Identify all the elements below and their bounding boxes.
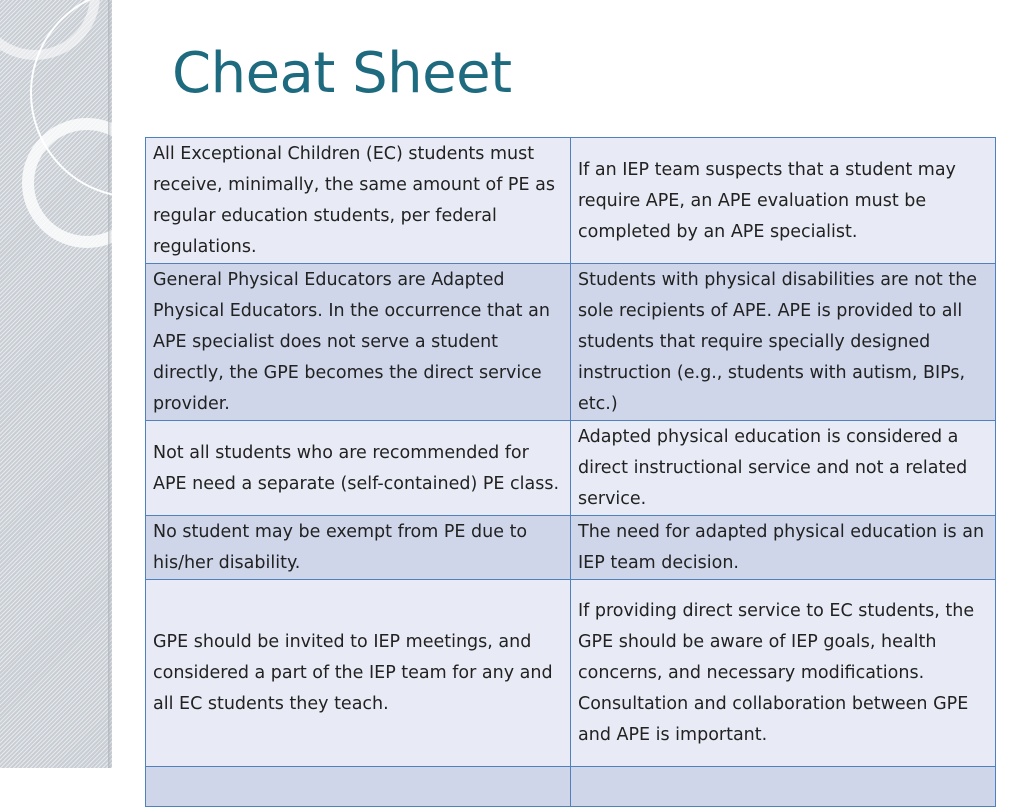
table-cell-right: If an IEP team suspects that a student may require APE, an APE evaluation must be completed by an APE specialist. xyxy=(571,138,996,264)
slide-title: Cheat Sheet xyxy=(172,41,512,106)
table-cell-right: If providing direct service to EC students, the GPE should be aware of IEP goals, health concerns, and necessary modifications. Consultation and collaboration between GPE and APE is important. xyxy=(571,580,996,767)
table-row xyxy=(146,138,996,264)
table-cell-left: No student may be exempt from PE due to his/her disability. xyxy=(146,516,571,580)
table-row xyxy=(146,580,996,767)
table-cell-left: Not all students who are recommended for APE need a separate (self-contained) PE class. xyxy=(146,421,571,516)
table-row xyxy=(146,516,996,580)
table-cell-left: All Exceptional Children (EC) students must receive, minimally, the same amount of PE as regular education students, per federal regulations. xyxy=(146,138,571,264)
table-cell-left: General Physical Educators are Adapted Physical Educators. In the occurrence that an APE specialist does not serve a student directly, the GPE becomes the direct service provider. xyxy=(146,264,571,421)
table-row xyxy=(146,421,996,516)
table-cell-right-empty xyxy=(571,767,996,807)
table-cell-left-empty xyxy=(146,767,571,807)
table-row-partial xyxy=(146,767,996,807)
table-cell-right: The need for adapted physical education is an IEP team decision. xyxy=(571,516,996,580)
cheat-sheet-table xyxy=(145,137,996,807)
table-row xyxy=(146,264,996,421)
table-cell-right: Adapted physical education is considered a direct instructional service and not a related service. xyxy=(571,421,996,516)
table-cell-left: GPE should be invited to IEP meetings, and considered a part of the IEP team for any and all EC students they teach. xyxy=(146,580,571,767)
table-cell-right: Students with physical disabilities are not the sole recipients of APE. APE is provided to all students that require specially designed instruction (e.g., students with autism, BIPs, etc.) xyxy=(571,264,996,421)
